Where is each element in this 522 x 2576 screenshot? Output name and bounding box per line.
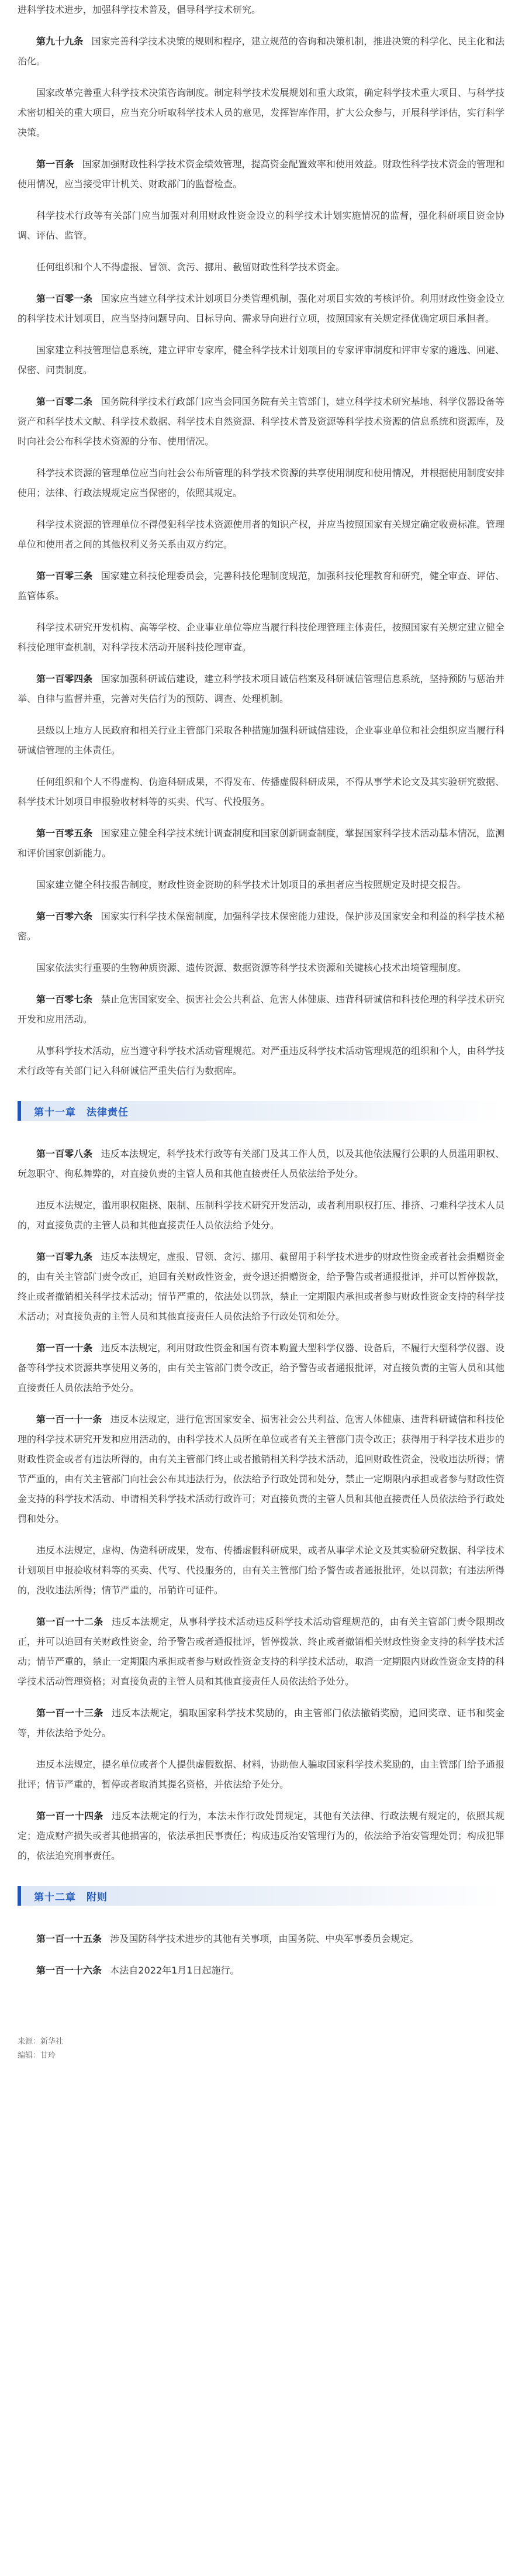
law-paragraph [18,618,504,657]
law-paragraph [18,669,504,709]
paragraph-text: 任何组织和个人不得虚构、伪造科研成果，不得发布、传播虚假科研成果，不得从事学术论文及其实验研究数据、科学技术计划项目申报验收材料等的买卖、代写、代投服务。 [18,776,504,807]
paragraph-text: 从事科学技术活动，应当遵守科学技术活动管理规范。对严重违反科学技术活动管理规范的组织和个人，由科学技术行政等有关部门记入科研诚信严重失信行为数据库。 [18,1045,504,1076]
paragraph-text: 国家依法实行重要的生物种质资源、遗传资源、数据资源等科学技术资源和关键核心技术出境管理制度。 [36,962,467,973]
paragraph-text: 县级以上地方人民政府和相关行业主管部门采取各种措施加强科研诚信建设，企业事业单位和社会组织应当履行科研诚信管理的主体责任。 [18,725,504,756]
paragraph-text: 违反本法规定的行为，本法未作行政处罚规定，其他有关法律、行政法规有规定的，依照其规定；造成财产损失或者其他损害的，依法承担民事责任；构成违反治安管理行为的，依法给予治安管理处罚；构成犯罪的，依法追究刑事责任。 [18,1810,504,1861]
paragraph-text: 违反本法规定，滥用职权阻挠、限制、压制科学技术研究开发活动，或者利用职权打压、排挤、刁难科学技术人员的，对直接负责的主管人员和其他直接责任人员依法给予处分。 [18,1200,504,1231]
article-number: 第一百一十一条 [36,1414,102,1425]
law-paragraph [18,875,504,895]
paragraph-text: 科学技术资源的管理单位不得侵犯科学技术资源使用者的知识产权，并应当按照国家有关规定确定收费标准。管理单位和使用者之间的其他权利义务关系由双方约定。 [18,519,504,550]
law-paragraph [18,1541,504,1600]
article-number: 第一百一十条 [36,1342,93,1354]
article-number: 第一百零一条 [36,293,93,304]
article-number: 第一百一十五条 [36,1933,102,1944]
law-paragraph [18,721,504,760]
paragraph-text: 国家应当建立科学技术计划项目分类管理机制，强化对项目实效的考核评价。利用财政性资金设立的科学技术计划项目，应当坚持问题导向、目标导向、需求导向进行立项，按照国家有关规定择优确定项目承担者。 [18,293,504,324]
paragraph-text: 违反本法规定，虚构、伪造科研成果，发布、传播虚假科研成果，或者从事学术论文及其实验研究数据、科学技术计划项目申报验收材料等的买卖、代写、代投服务的，由有关主管部门给予警告或者通报批评，处以罚款；有违法所得的，没收违法所得；情节严重的，吊销许可证件。 [18,1545,504,1596]
paragraph-text: 任何组织和个人不得虚报、冒领、贪污、挪用、截留财政性科学技术资金。 [36,261,345,273]
law-paragraph [18,1338,504,1398]
law-paragraph [18,1929,504,1949]
paragraph-text: 国家建立科技伦理委员会，完善科技伦理制度规范，加强科技伦理教育和研究，健全审查、评估、监管体系。 [18,570,504,601]
paragraph-text: 国务院科学技术行政部门应当会同国务院有关主管部门，建立科学技术研究基地、科学仪器设备等资产和科学技术文献、科学技术数据、科学技术自然资源、科学技术普及资源等科学技术资源的信息系统和资源库，及时向社会公布科学技术资源的分布、使用情况。 [18,396,504,447]
law-paragraph [18,1755,504,1795]
article-meta [0,2036,522,2081]
paragraph-text: 科学技术资源的管理单位应当向社会公布所管理的科学技术资源的共享使用制度和使用情况，并根据使用制度安排使用；法律、行政法规规定应当保密的，依照其规定。 [18,467,504,498]
paragraph-text: 禁止危害国家安全、损害社会公共利益、危害人体健康、违背科研诚信和科技伦理的科学技术研究开发和应用活动。 [18,994,504,1025]
law-paragraph [18,1410,504,1529]
paragraph-text: 违反本法规定，进行危害国家安全、损害社会公共利益、危害人体健康、违背科研诚信和科技伦理的科学技术研究开发和应用活动的，由科学技术人员所在单位或者有关主管部门责令改正；获得用于科学技术进步的财政性资金或者有违法所得的，由有关主管部门终止或者撤销相关科学技术活动，追回财政性资金，没收违法所得；情节严重的，由有关主管部门向社会公布其违法行为，依法给予行政处罚和处分，禁止一定期限内承担或者参与财政性资金支持的科学技术活动、申请相关科学技术活动行政许可；对直接负责的主管人员和其他直接责任人员依法给予行政处罚和处分。 [18,1414,504,1524]
law-paragraph [18,1806,504,1866]
paragraph-text: 国家加强科研诚信建设，建立科学技术项目诚信档案及科研诚信管理信息系统，坚持预防与惩治并举、自律与监督并重，完善对失信行为的预防、调查、处理机制。 [18,673,504,704]
article-number: 第一百一十四条 [36,1810,103,1821]
law-paragraph [18,392,504,452]
paragraph-text: 国家建立健全科技报告制度，财政性资金资助的科学技术计划项目的承担者应当按照规定及时提交报告。 [36,879,467,890]
law-paragraph [18,1144,504,1184]
paragraph-text: 国家完善科学技术决策的规则和程序，建立规范的咨询和决策机制，推进决策的科学化、民主化和法治化。 [18,36,504,67]
paragraph-text: 违反本法规定，骗取国家科学技术奖励的，由主管部门依法撤销奖励，追回奖章、证书和奖金等，并依法给予处分。 [18,1707,504,1738]
law-paragraph [18,515,504,555]
law-paragraph [18,566,504,606]
paragraph-text: 涉及国防科学技术进步的其他有关事项，由国务院、中央军事委员会规定。 [110,1933,419,1944]
chapter-title: 第十二章 附则 [34,1891,108,1903]
law-paragraph [18,206,504,246]
article-number: 第一百零八条 [36,1148,93,1159]
chapter-heading [18,1886,504,1906]
law-paragraph [18,958,504,978]
law-paragraph [18,463,504,503]
article-number: 第一百一十三条 [36,1707,103,1719]
paragraph-text: 科学技术行政等有关部门应当加强对利用财政性资金设立的科学技术计划实施情况的监督，强化科研项目资金协调、评估、监管。 [18,210,504,241]
paragraph-text: 违反本法规定，利用财政性资金和国有资本购置大型科学仪器、设备后，不履行大型科学仪器、设备等科学技术资源共享使用义务的，由有关主管部门责令改正，给予警告或者通报批评，对直接负责的主管人员和其他直接责任人员依法给予处分。 [18,1342,504,1393]
article-number: 第一百一十二条 [36,1616,103,1627]
law-paragraph [18,0,504,20]
source-line: 来源：新华社 [18,2037,64,2046]
paragraph-text: 违反本法规定，虚报、冒领、贪污、挪用、截留用于科学技术进步的财政性资金或者社会捐赠资金的，由有关主管部门责令改正，追回有关财政性资金，责令退还捐赠资金，给予警告或者通报批评，并可以暂停拨款，终止或者撤销相关科学技术活动；情节严重的，依法处以罚款，禁止一定期限内承担或者参与财政性资金支持的科学技术活动；对直接负责的主管人员和其他直接责任人员依法给予行政处罚和处分。 [18,1251,504,1322]
law-paragraph [18,824,504,863]
law-paragraph [18,1961,504,1981]
article-number: 第一百条 [36,159,74,170]
law-paragraph [18,289,504,329]
law-paragraph [18,154,504,194]
paragraph-text: 本法自2022年1月1日起施行。 [110,1965,240,1976]
paragraph-text: 违反本法规定，从事科学技术活动违反科学技术活动管理规范的，由有关主管部门责令限期改正，并可以追回有关财政性资金，给予警告或者通报批评，暂停拨款、终止或者撤销相关财政性资金支持的科学技术活动；情节严重的，禁止一定期限内承担或者参与财政性资金支持的科学技术活动，取消一定期限内财政性资金支持的科学技术活动管理资格；对直接负责的主管人员和其他直接责任人员依法给予处分。 [18,1616,504,1687]
paragraph-text: 国家改革完善重大科学技术决策咨询制度。制定科学技术发展规划和重大政策，确定科学技术重大项目、与科学技术密切相关的重大项目，应当充分听取科学技术人员的意见，发挥智库作用，扩大公众参与，开展科学评估，实行科学决策。 [18,87,504,138]
law-paragraph [18,1247,504,1327]
article-number: 第一百一十六条 [36,1965,102,1976]
law-paragraph [18,1196,504,1235]
law-paragraph [18,990,504,1029]
law-paragraph [18,340,504,380]
chapter-heading [18,1101,504,1121]
paragraph-text: 违反本法规定，提名单位或者个人提供虚假数据、材料，协助他人骗取国家科学技术奖励的，由主管部门给予通报批评；情节严重的，暂停或者取消其提名资格，并依法给予处分。 [18,1759,504,1790]
paragraph-text: 违反本法规定，科学技术行政等有关部门及其工作人员，以及其他依法履行公职的人员滥用职权、玩忽职守、徇私舞弊的，对直接负责的主管人员和其他直接责任人员依法给予处分。 [18,1148,504,1179]
law-paragraph [18,1041,504,1081]
article-number: 第一百零四条 [36,673,93,684]
article-number: 第九十九条 [36,36,84,47]
law-paragraph [18,83,504,143]
editor-line: 编辑：甘玲 [18,2051,56,2060]
article-number: 第一百零五条 [36,828,93,839]
law-paragraph [18,1612,504,1692]
article-number: 第一百零九条 [36,1251,93,1262]
paragraph-text: 国家实行科学技术保密制度，加强科学技术保密能力建设，保护涉及国家安全和利益的科学技术秘密。 [18,911,504,942]
law-paragraph [18,257,504,277]
article-number: 第一百零三条 [36,570,93,581]
paragraph-text: 科学技术研究开发机构、高等学校、企业事业单位等应当履行科技伦理管理主体责任，按照国家有关规定建立健全科技伦理审查机制，对科学技术活动开展科技伦理审查。 [18,622,504,653]
law-paragraph [18,772,504,812]
law-paragraph [18,32,504,71]
law-paragraph [18,907,504,946]
chapter-title: 第十一章 法律责任 [34,1106,129,1118]
article-number: 第一百零六条 [36,911,93,922]
paragraph-text: 国家加强财政性科学技术资金绩效管理，提高资金配置效率和使用效益。财政性科学技术资金的管理和使用情况，应当接受审计机关、财政部门的监督检查。 [18,159,504,190]
law-paragraph [18,1703,504,1743]
paragraph-text: 进科学技术进步，加强科学技术普及，倡导科学技术研究。 [18,4,261,15]
article-number: 第一百零二条 [36,396,93,407]
paragraph-text: 国家建立健全科学技术统计调查制度和国家创新调查制度，掌握国家科学技术活动基本情况，监测和评价国家创新能力。 [18,828,504,859]
article-number: 第一百零七条 [36,994,93,1005]
paragraph-text: 国家建立科技管理信息系统，建立评审专家库，健全科学技术计划项目的专家评审制度和评审专家的遴选、回避、保密、问责制度。 [18,345,504,376]
